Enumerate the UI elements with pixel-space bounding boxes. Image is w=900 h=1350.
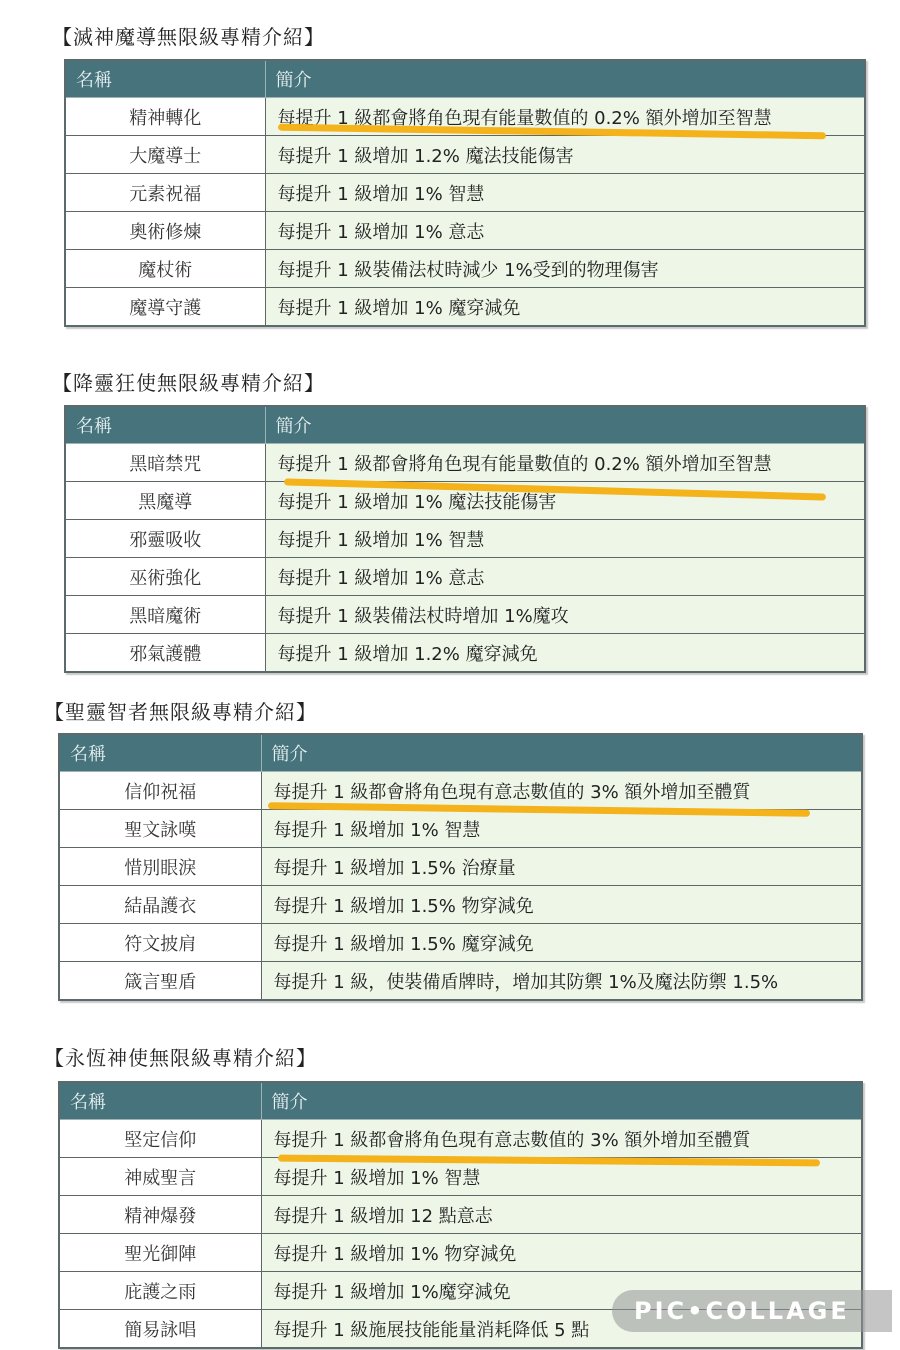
spec-table-1 [64,59,866,327]
skill-name: 元素祝福 [65,174,265,212]
skill-desc: 每提升 1 級增加 1% 意志 [265,558,865,596]
skill-desc: 每提升 1 級增加 1.5% 物穿減免 [261,886,862,924]
desc-column-header: 簡介 [261,734,862,772]
name-column-header: 名稱 [59,1082,261,1120]
table-row [59,886,862,924]
desc-column-header: 簡介 [265,60,865,98]
skill-name: 大魔導士 [65,136,265,174]
name-column-header: 名稱 [59,734,261,772]
spec-table-3 [58,733,863,1001]
skill-name: 符文披肩 [59,924,261,962]
skill-desc: 每提升 1 級都會將角色現有能量數值的 0.2% 額外增加至智慧 [265,444,865,482]
skill-desc: 每提升 1 級裝備法杖時減少 1%受到的物理傷害 [265,250,865,288]
table-row [59,1234,862,1272]
name-column-header: 名稱 [65,60,265,98]
desc-column-header: 簡介 [265,406,865,444]
table-row [65,444,865,482]
table-row [65,212,865,250]
table-row [65,634,865,673]
skill-desc: 每提升 1 級增加 12 點意志 [261,1196,862,1234]
table-row [65,596,865,634]
skill-desc: 每提升 1 級增加 1% 智慧 [261,810,862,848]
skill-desc: 每提升 1 級增加 1% 智慧 [265,174,865,212]
skill-name: 魔杖術 [65,250,265,288]
skill-name: 奧術修煉 [65,212,265,250]
skill-desc: 每提升 1 級增加 1.5% 治療量 [261,848,862,886]
table-row [65,520,865,558]
skill-desc: 每提升 1 級增加 1.2% 魔法技能傷害 [265,136,865,174]
skill-desc: 每提升 1 級增加 1% 物穿減免 [261,1234,862,1272]
skill-desc: 每提升 1 級都會將角色現有意志數值的 3% 額外增加至體質 [261,1120,862,1158]
skill-desc: 每提升 1 級增加 1% 意志 [265,212,865,250]
skill-name: 巫術強化 [65,558,265,596]
skill-desc: 每提升 1 級增加 1% 智慧 [261,1158,862,1196]
skill-name: 聖光御陣 [59,1234,261,1272]
skill-desc: 每提升 1 級裝備法杖時增加 1%魔攻 [265,596,865,634]
skill-name: 黑魔導 [65,482,265,520]
skill-name: 邪氣護體 [65,634,265,673]
table-header [59,1082,862,1120]
table-row [59,1196,862,1234]
skill-desc: 每提升 1 級，使裝備盾牌時，增加其防禦 1%及魔法防禦 1.5% [261,962,862,1001]
skill-name: 聖文詠嘆 [59,810,261,848]
section-title-3: 【聖靈智者無限級專精介紹】 [44,700,317,724]
table-row [65,136,865,174]
skill-desc: 每提升 1 級增加 1% 智慧 [265,520,865,558]
skill-desc: 每提升 1 級都會將角色現有能量數值的 0.2% 額外增加至智慧 [265,98,865,136]
skill-name: 精神轉化 [65,98,265,136]
table-row [59,1120,862,1158]
skill-desc: 每提升 1 級增加 1.2% 魔穿減免 [265,634,865,673]
table-header [65,406,865,444]
skill-name: 魔導守護 [65,288,265,327]
skill-name: 箴言聖盾 [59,962,261,1001]
table-row [65,174,865,212]
skill-name: 邪靈吸收 [65,520,265,558]
skill-name: 信仰祝福 [59,772,261,810]
skill-name: 神威聖言 [59,1158,261,1196]
skill-desc: 每提升 1 級增加 1% 魔穿減免 [265,288,865,327]
table-header [65,60,865,98]
skill-name: 惜別眼淚 [59,848,261,886]
watermark-logo: PIC•COLLAGE [612,1290,892,1332]
skill-desc: 每提升 1 級增加 1% 魔法技能傷害 [265,482,865,520]
table-row [65,558,865,596]
skill-name: 庇護之雨 [59,1272,261,1310]
skill-name: 黑暗魔術 [65,596,265,634]
skill-name: 簡易詠唱 [59,1310,261,1349]
skill-name: 堅定信仰 [59,1120,261,1158]
skill-desc: 每提升 1 級增加 1.5% 魔穿減免 [261,924,862,962]
table-row [59,772,862,810]
section-title-4: 【永恆神使無限級專精介紹】 [44,1046,317,1070]
desc-column-header: 簡介 [261,1082,862,1120]
skill-desc: 每提升 1 級增加 1%魔穿減免 [261,1272,862,1310]
table-row [59,924,862,962]
skill-name: 結晶護衣 [59,886,261,924]
table-row [59,848,862,886]
skill-desc: 每提升 1 級都會將角色現有意志數值的 3% 額外增加至體質 [261,772,862,810]
skill-name: 黑暗禁咒 [65,444,265,482]
skill-name: 精神爆發 [59,1196,261,1234]
table-row [65,288,865,327]
table-row [59,962,862,1001]
section-title-2: 【降靈狂使無限級專精介紹】 [52,371,325,395]
skill-desc: 每提升 1 級施展技能能量消耗降低 5 點 [261,1310,862,1349]
table-header [59,734,862,772]
table-row [65,250,865,288]
name-column-header: 名稱 [65,406,265,444]
spec-table-2 [64,405,866,673]
section-title-1: 【滅神魔導無限級專精介紹】 [52,25,325,49]
